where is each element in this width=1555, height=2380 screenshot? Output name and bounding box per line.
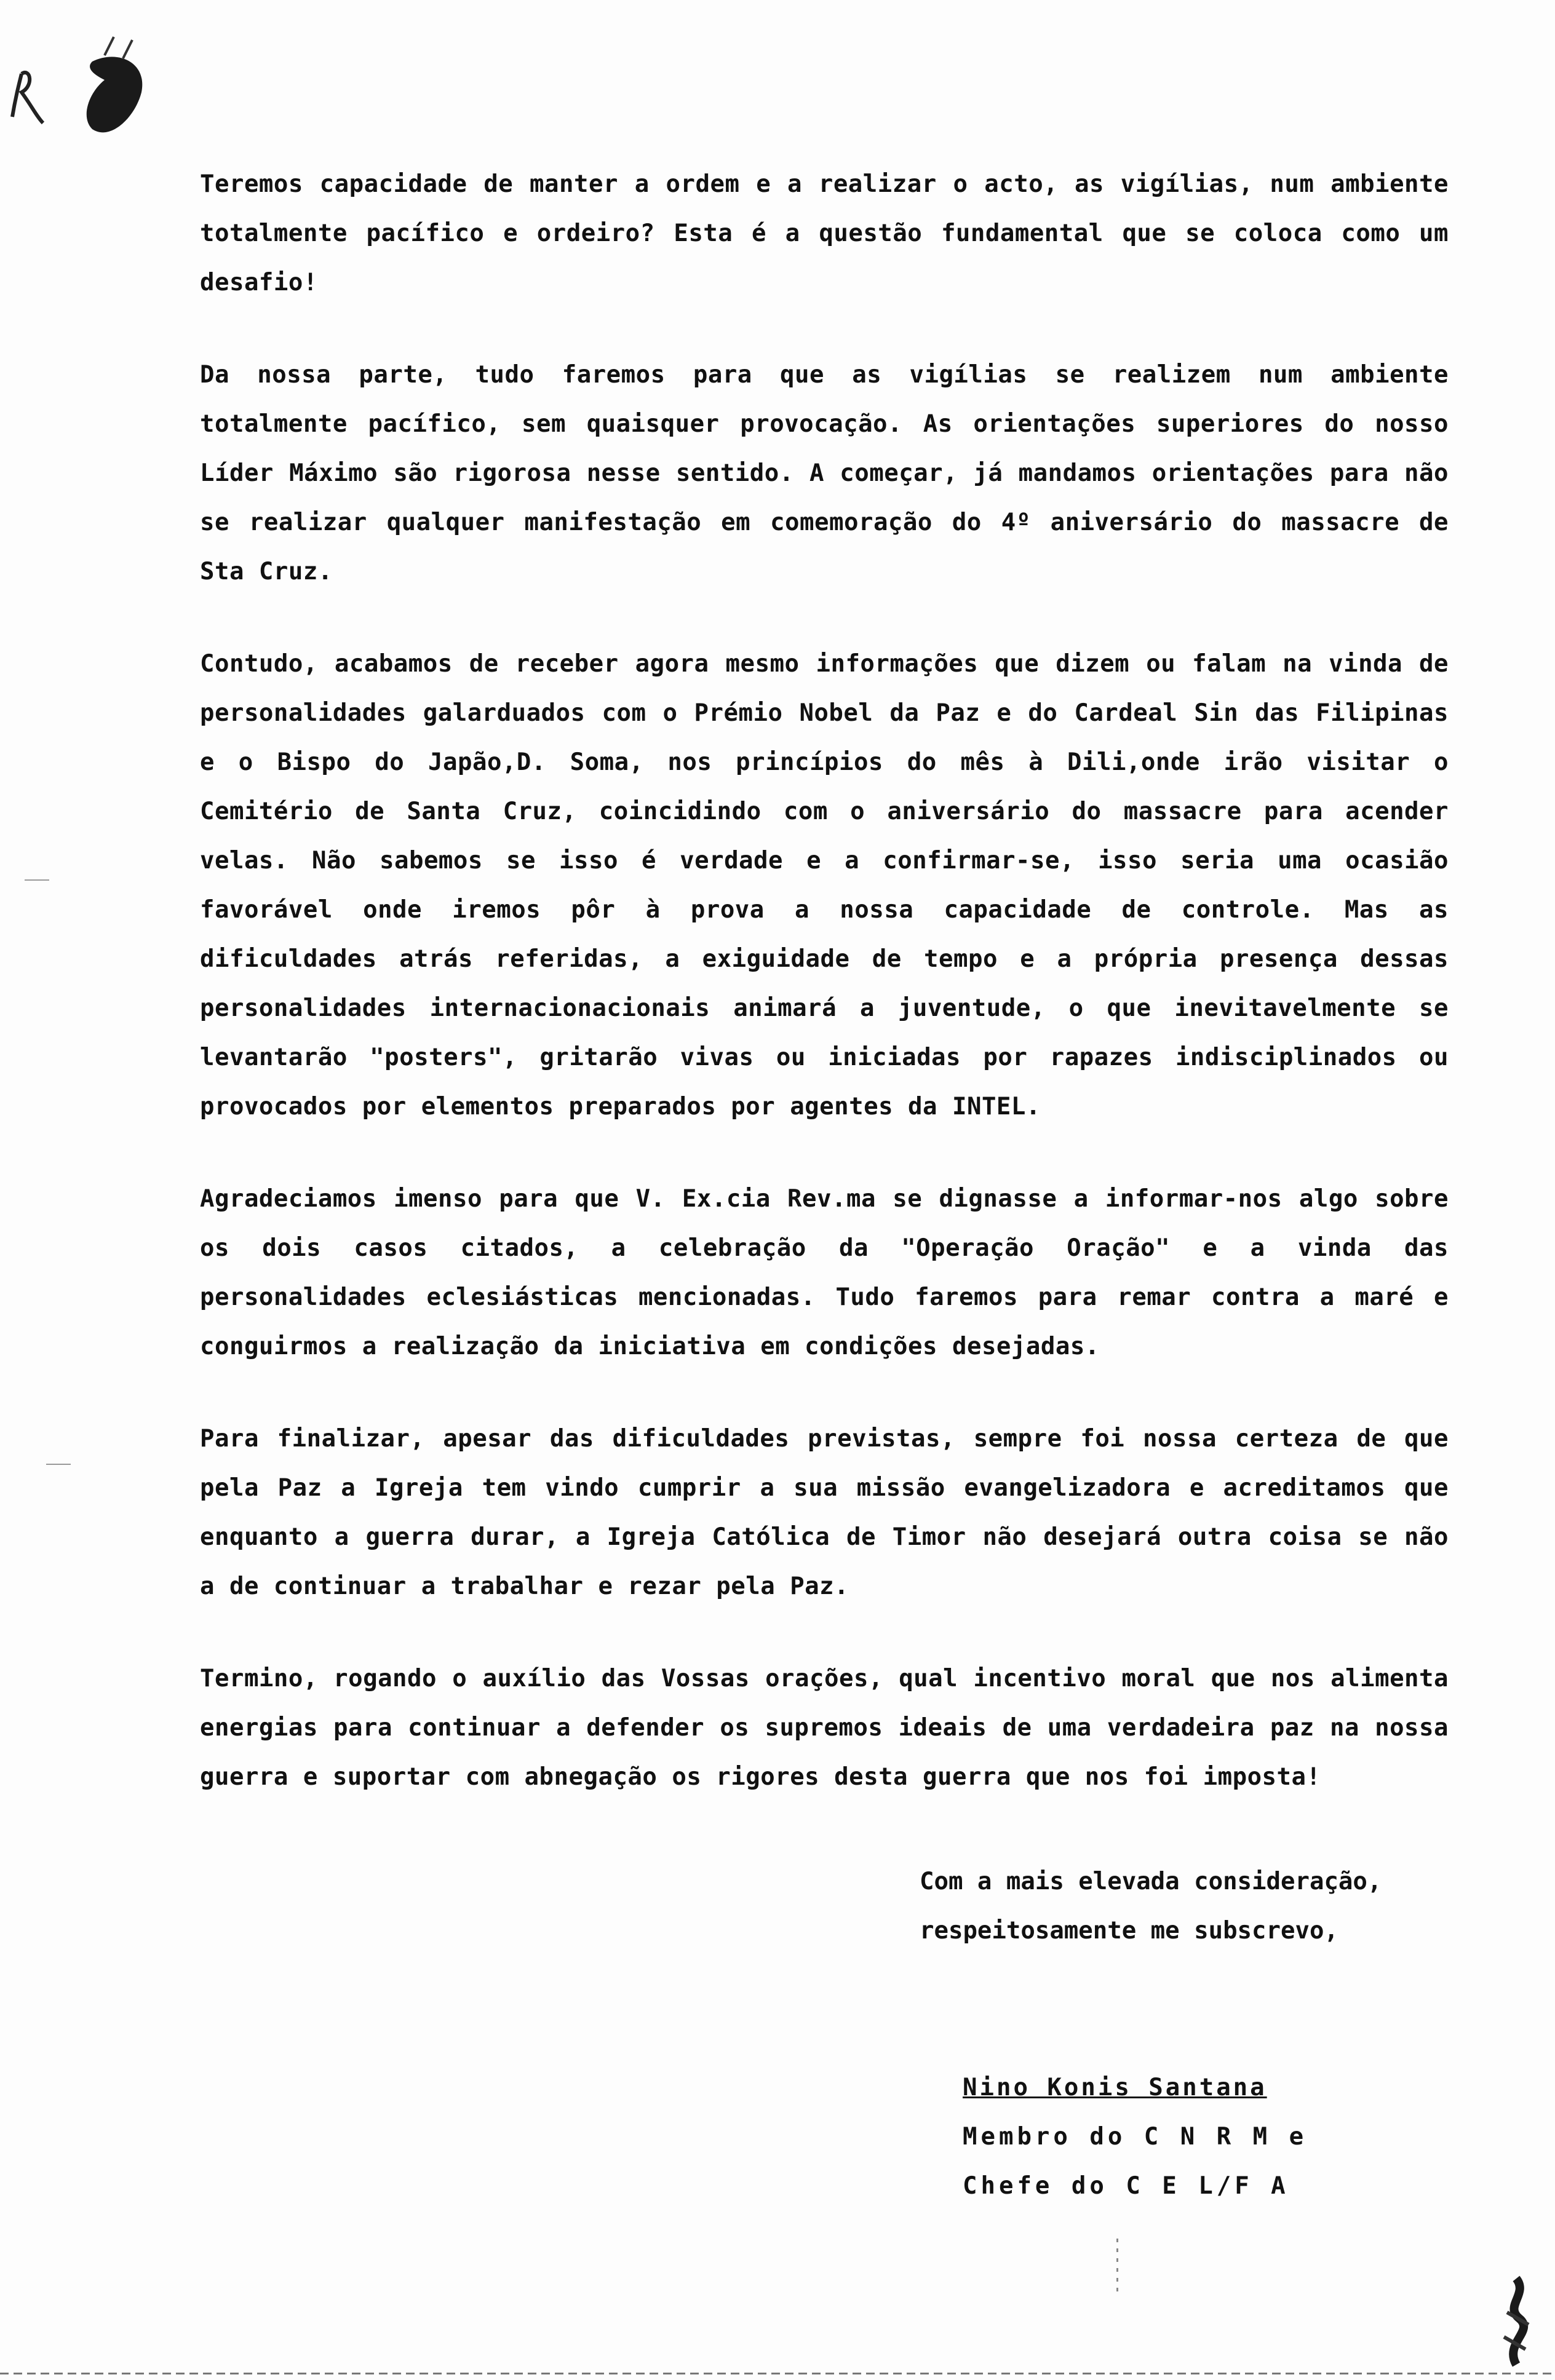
handwritten-initial-mark — [0, 25, 160, 148]
margin-mark — [46, 1464, 71, 1465]
paragraph-6: Termino, rogando o auxílio das Vossas orações, qual incentivo moral que nos alimenta energias para continuar a defender os supremos ideais de uma verdadeira paz na nossa guerra e suportar com abnegação os rigores desta guerra que nos foi imposta! — [200, 1665, 1449, 1791]
signature-title-1: Membro do C N R M e — [963, 2123, 1308, 2151]
closing-line-1: Com a mais elevada consideração, — [920, 1868, 1382, 1895]
paragraph-3: Contudo, acabamos de receber agora mesmo informações que dizem ou falam na vinda de personalidades galarduados com o Prémio Nobel da Paz e do Cardeal Sin das Filipinas e o Bispo do Japão,D. Soma, nos princípios do mês à Dili,onde irão visitar o Cemitério de Santa Cruz, coincidindo com o aniversário do massacre para acender velas. Não sabemos se isso é verdade e a confirmar-se, isso seria uma ocasião favorável onde iremos pôr à prova a nossa capacidade de controle. Mas as dificuldades atrás referidas, a exiguidade de tempo e a própria presença dessas personalidades internacionacionais animará a juventude, o que inevitavelmente se levantarão "posters", gritarão vivas ou iniciadas por rapazes indisciplinados ou provocados por elementos preparados por agentes da INTEL. — [200, 650, 1449, 1121]
paragraph-1: Teremos capacidade de manter a ordem e a realizar o acto, as vigílias, num ambiente totalmente pacífico e ordeiro? Esta é a questão fundamental que se coloca como um desafio! — [200, 170, 1449, 296]
closing-block — [920, 1857, 1473, 1956]
bottom-edge-rule — [0, 2373, 1555, 2374]
paragraph-5: Para finalizar, apesar das dificuldades previstas, sempre foi nossa certeza de que pela Paz a Igreja tem vindo cumprir a sua missão evangelizadora e acreditamos que enquanto a guerra durar, a Igreja Católica de Timor não desejará outra coisa se não a de continuar a trabalhar e rezar pela Paz. — [200, 1425, 1449, 1600]
paragraph-2: Da nossa parte, tudo faremos para que as vigílias se realizem num ambiente totalmente pacífico, sem quaisquer provocação. As orientações superiores do nosso Líder Máximo são rigorosa nesse sentido. A começar, já mandamos orientações para não se realizar qualquer manifestação em comemoração do 4º aniversário do massacre de Sta Cruz. — [200, 361, 1449, 585]
closing-line-2: respeitosamente me subscrevo, — [920, 1917, 1338, 1945]
margin-mark — [25, 879, 49, 881]
signature-title-2: Chefe do C E L/F A — [963, 2172, 1289, 2200]
paragraph-4: Agradeciamos imenso para que V. Ex.cia Rev.ma se dignasse a informar-nos algo sobre os dois casos citados, a celebração da "Operação Oração" e a vinda das personalidades eclesiásticas mencionadas. Tudo faremos para remar contra a maré e conguirmos a realização da iniciativa em condições desejadas. — [200, 1185, 1449, 1360]
letter-body — [200, 160, 1449, 1845]
dotted-mark — [1116, 2239, 1118, 2294]
signature-block — [963, 2063, 1393, 2211]
handwritten-corner-mark — [1492, 2275, 1541, 2368]
signature-name: Nino Konis Santana — [963, 2074, 1267, 2101]
